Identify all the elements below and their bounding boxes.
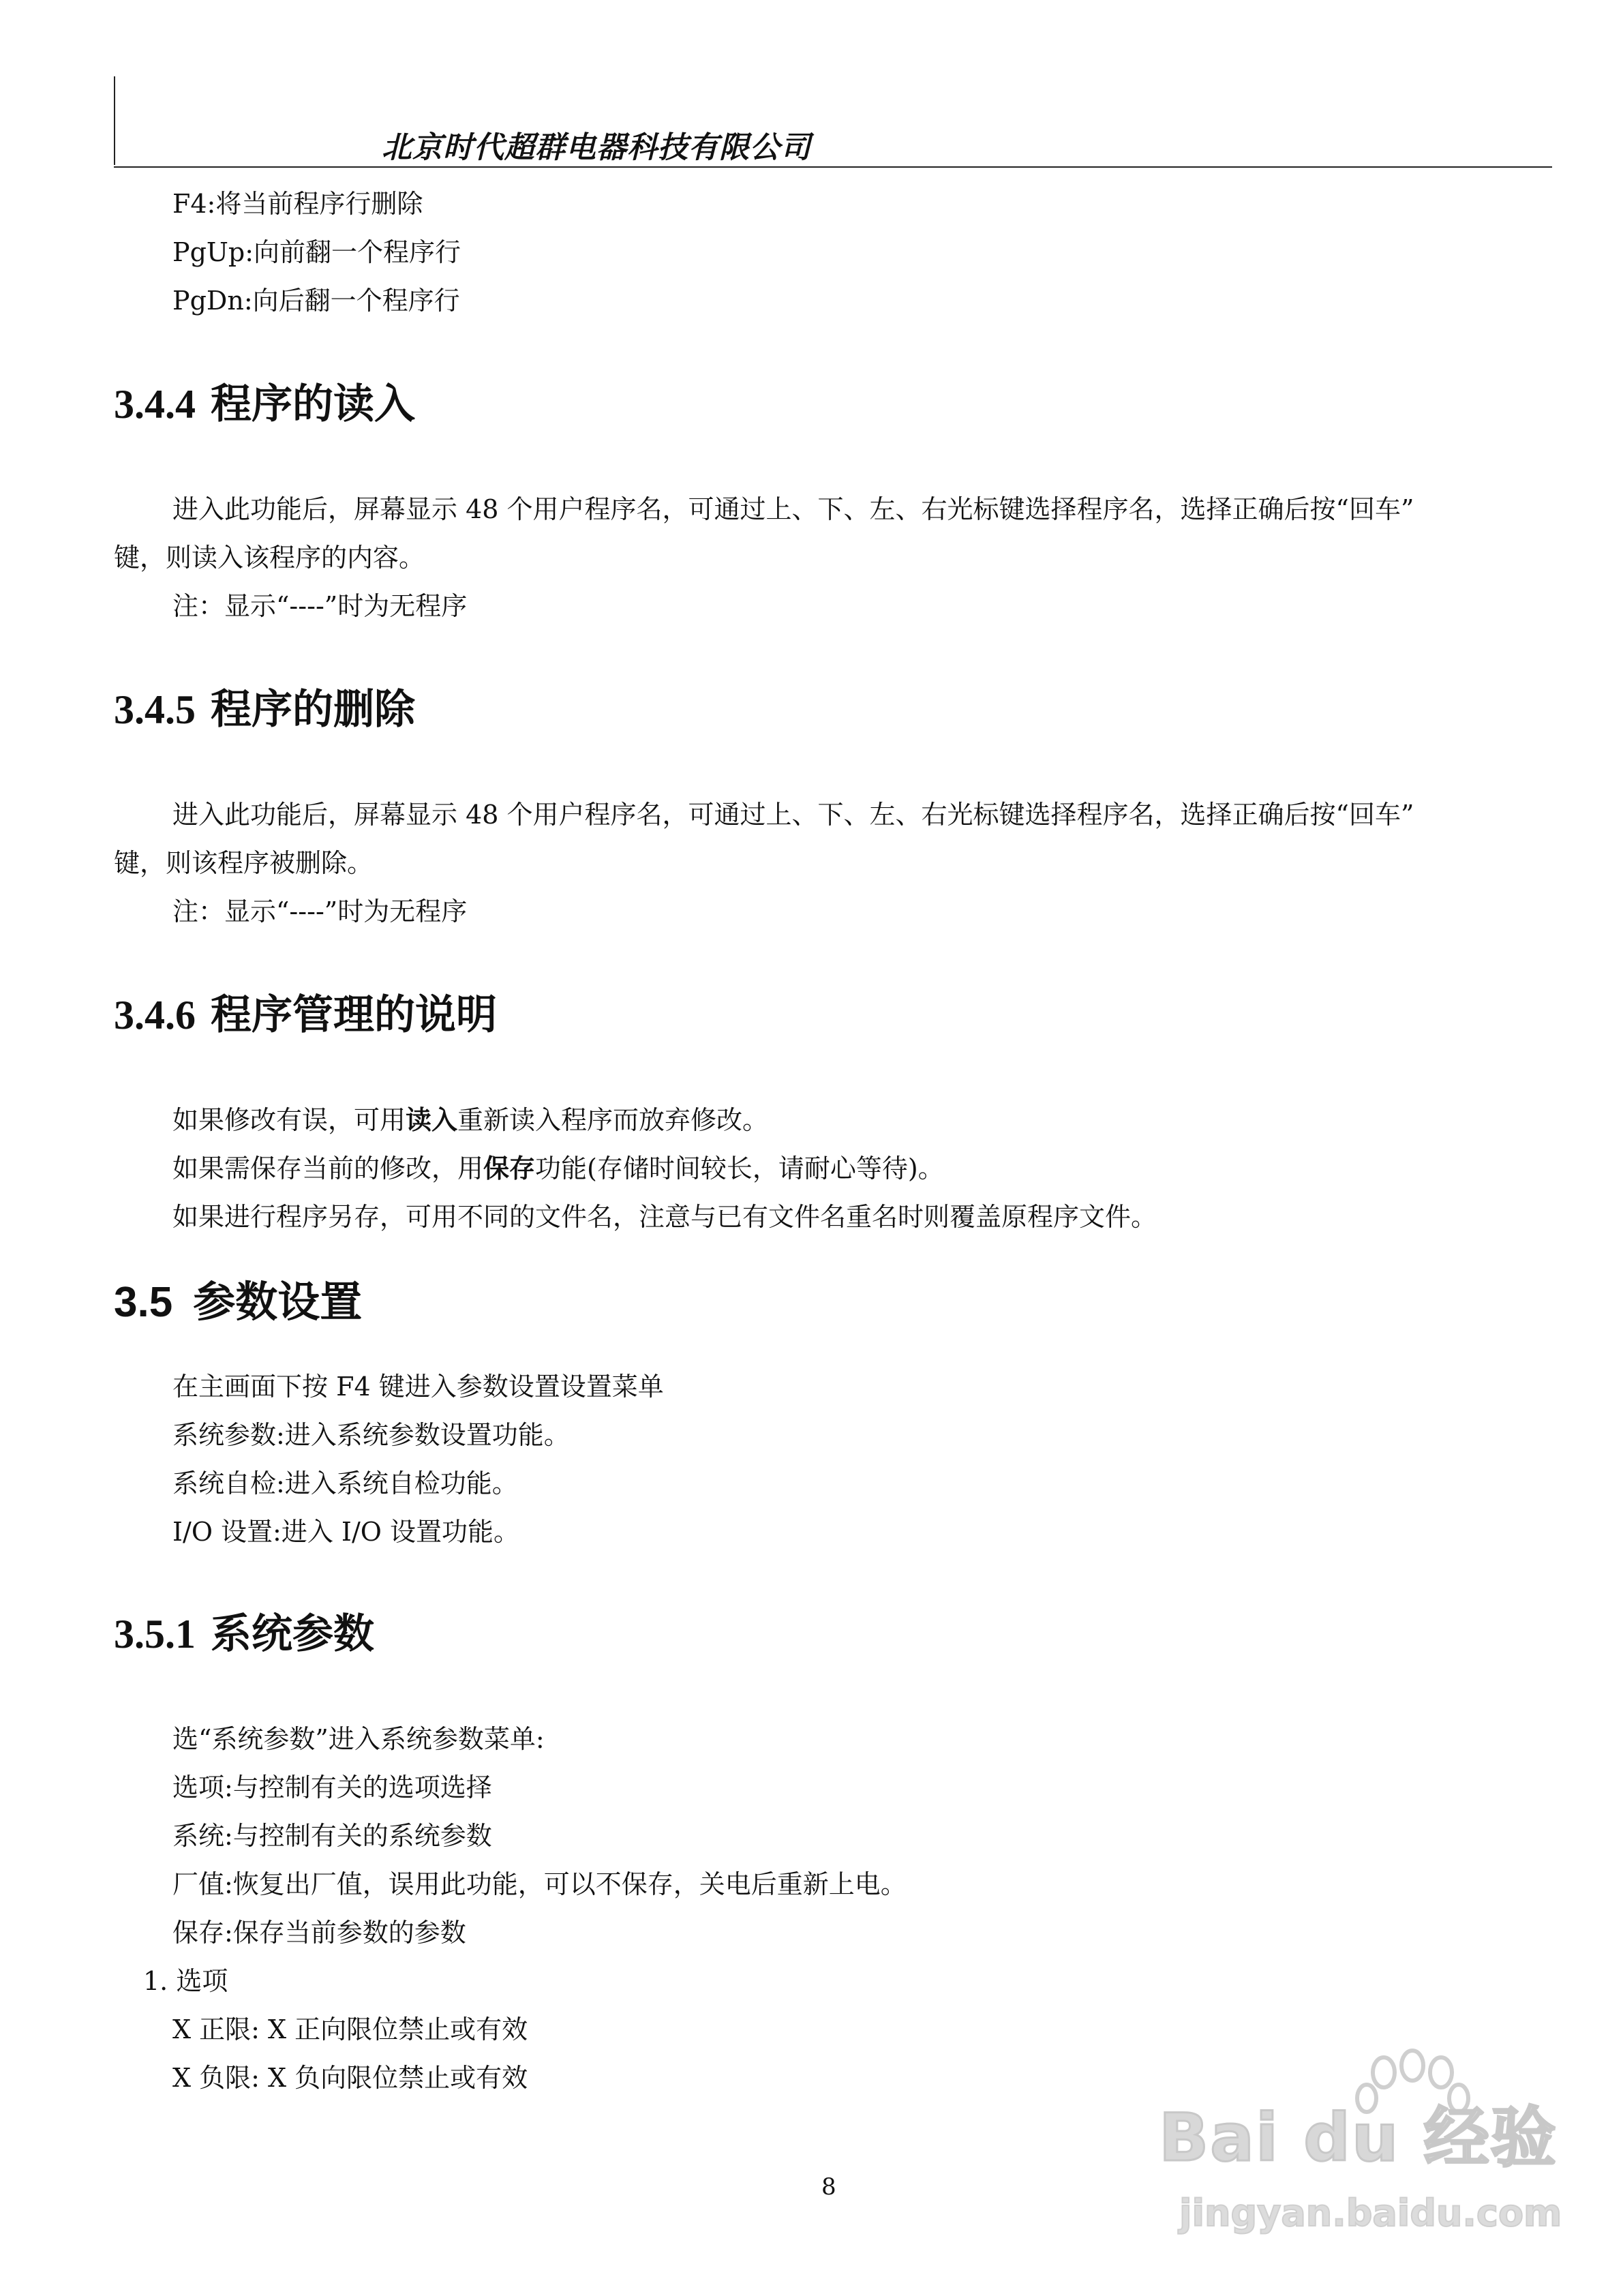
paragraph-line	[172, 1147, 944, 1185]
section-title: 程序的读入	[211, 380, 415, 428]
baidu-jingyan-watermark	[1159, 2045, 1568, 2250]
paragraph-line: I/O 设置:进入 I/O 设置功能。	[172, 1517, 519, 1547]
header-rule	[114, 166, 1552, 168]
section-number: 3.5	[114, 1279, 173, 1326]
page-number: 8	[821, 2173, 836, 2201]
section-heading-3-4-4	[114, 372, 415, 430]
paragraph-line: 键，则读入该程序的内容。	[114, 543, 425, 573]
section-number: 3.4.6	[114, 993, 196, 1038]
section-heading-3-5	[114, 1268, 362, 1329]
text-run: 如果修改有误，可用	[172, 1105, 406, 1135]
keyword-read: 读入	[406, 1104, 458, 1135]
section-number: 3.5.1	[114, 1612, 196, 1657]
key-pgdn-line: PgDn:向后翻一个程序行	[172, 286, 460, 316]
paragraph-line: 进入此功能后，屏幕显示 48 个用户程序名，可通过上、下、左、右光标键选择程序名，选择正确后按“回车”	[172, 494, 1414, 524]
option-line: X 负限: X 负向限位禁止或有效	[172, 2063, 528, 2093]
note-line: 注：显示“----”时为无程序	[172, 896, 468, 926]
paragraph-line	[172, 1099, 768, 1136]
section-title: 参数设置	[193, 1279, 363, 1326]
key-pgup-line: PgUp:向前翻一个程序行	[172, 237, 461, 267]
paragraph-line: 选“系统参数”进入系统参数菜单:	[172, 1724, 545, 1754]
section-title: 系统参数	[211, 1610, 374, 1658]
paragraph-line: 进入此功能后，屏幕显示 48 个用户程序名，可通过上、下、左、右光标键选择程序名，选择正确后按“回车”	[172, 800, 1414, 830]
key-f4-line: F4:将当前程序行删除	[172, 189, 423, 219]
paragraph-line: 键，则该程序被删除。	[114, 848, 374, 878]
paragraph-line: 选项:与控制有关的选项选择	[172, 1772, 492, 1802]
header-company-name: 北京时代超群电器科技有限公司	[382, 130, 811, 165]
paragraph-line: 系统:与控制有关的系统参数	[172, 1821, 492, 1851]
text-run: 功能(存储时间较长，请耐心等待)。	[535, 1153, 944, 1183]
section-number: 3.4.5	[114, 687, 196, 732]
section-heading-3-4-6	[114, 982, 497, 1041]
paragraph-line: 在主画面下按 F4 键进入参数设置设置菜单	[172, 1372, 664, 1402]
paragraph-line: 厂值:恢复出厂值，误用此功能，可以不保存，关电后重新上电。	[172, 1869, 907, 1899]
text-run: 如果需保存当前的修改，用	[172, 1153, 484, 1183]
section-number: 3.4.4	[114, 382, 196, 427]
paragraph-line: 保存:保存当前参数的参数	[172, 1918, 466, 1948]
option-line: X 正限: X 正向限位禁止或有效	[172, 2014, 528, 2044]
section-title: 程序的删除	[211, 686, 415, 734]
section-heading-3-5-1	[114, 1601, 374, 1660]
watermark-url: jingyan.baidu.com	[1179, 2192, 1562, 2235]
paragraph-line: 系统自检:进入系统自检功能。	[172, 1468, 518, 1498]
paragraph-line: 如果进行程序另存，可用不同的文件名，注意与已有文件名重名时则覆盖原程序文件。	[172, 1202, 1157, 1232]
note-line: 注：显示“----”时为无程序	[172, 591, 468, 621]
section-heading-3-4-5	[114, 677, 415, 736]
keyword-save: 保存	[483, 1153, 536, 1183]
list-item-heading: 1. 选项	[143, 1966, 228, 1996]
text-run: 重新读入程序而放弃修改。	[457, 1105, 769, 1135]
header-vertical-rule	[114, 76, 115, 165]
watermark-logo: Bai du 经验	[1159, 2100, 1558, 2176]
section-title: 程序管理的说明	[211, 991, 497, 1039]
paragraph-line: 系统参数:进入系统参数设置功能。	[172, 1420, 570, 1450]
